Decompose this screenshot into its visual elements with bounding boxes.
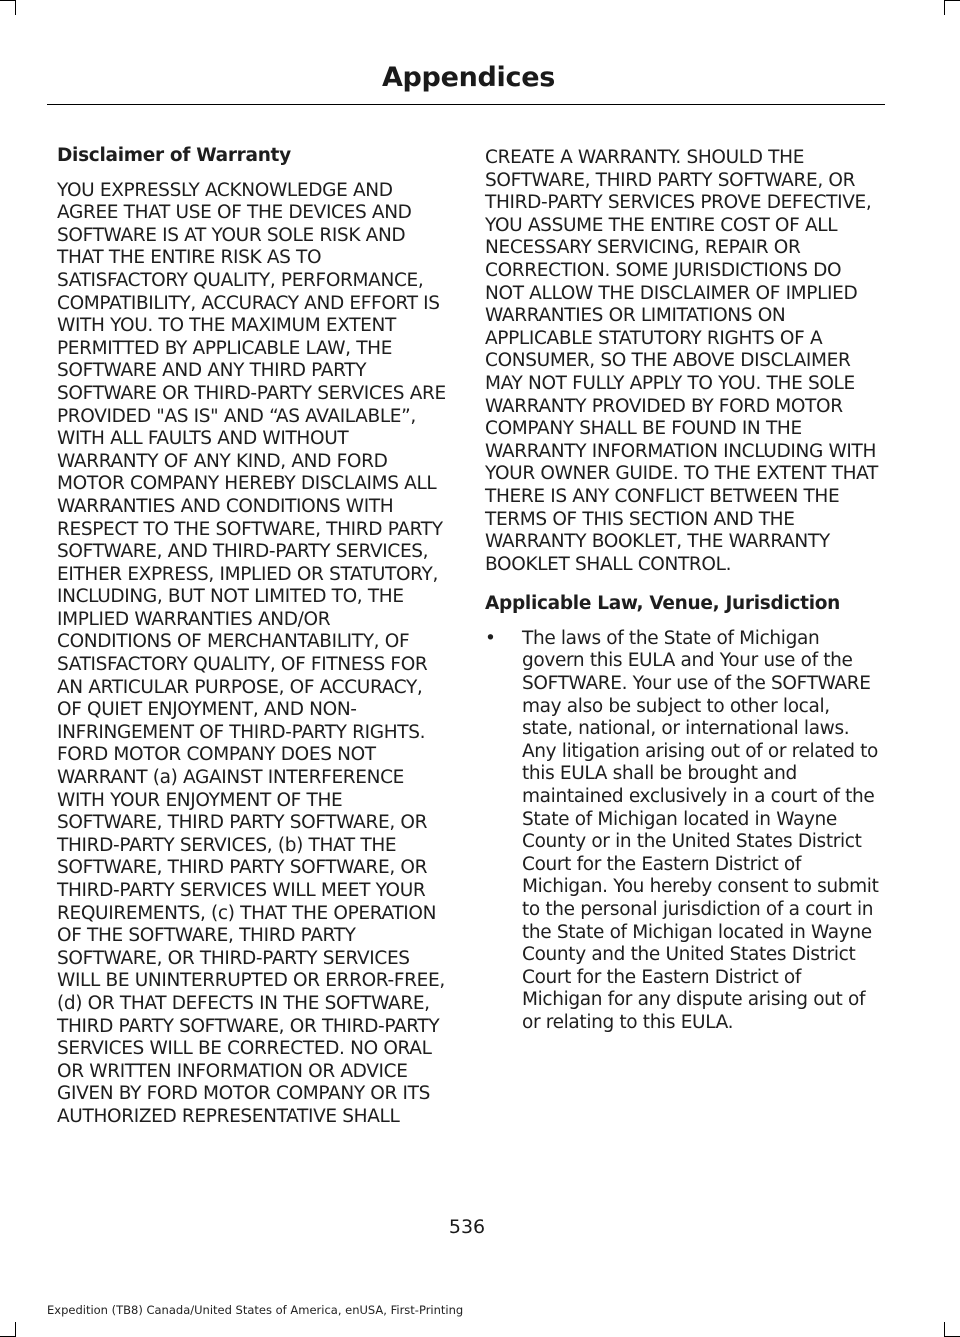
list-item [485, 628, 882, 1035]
crop-mark-top-left-vertical [15, 0, 16, 15]
bullet-icon: • [485, 627, 496, 649]
left-column [57, 145, 449, 1129]
disclaimer-continuation: CREATE A WARRANTY. SHOULD THE SOFTWARE, THIRD PARTY SOFTWARE, OR THIRD-PARTY SERVICES PROVE DEFECTIVE, YOU ASSUME THE ENTIRE COST OF ALL NECESSARY SERVICING, REPAIR OR CORRECTION. SOME JURISDICTIONS DO NOT ALLOW THE DISCLAIMER OF IMPLIED WARRANTIES OR LIMITATIONS ON APPLICABLE STATUTORY RIGHTS OF A CONSUMER, SO THE ABOVE DISCLAIMER MAY NOT FULLY APPLY TO YOU. THE SOLE WARRANTY PROVIDED BY FORD MOTOR COMPANY SHALL BE FOUND IN THE WARRANTY INFORMATION INCLUDING WITH YOUR OWNER GUIDE. TO THE EXTENT THAT THERE IS ANY CONFLICT BETWEEN THE TERMS OF THIS SECTION AND THE WARRANTY BOOKLET, THE WARRANTY BOOKLET SHALL CONTROL. [485, 147, 878, 575]
crop-mark-bottom-right-vertical [944, 1322, 945, 1337]
right-column [485, 147, 882, 1035]
page-number: 536 [448, 1216, 486, 1238]
crop-mark-bottom-left-vertical [15, 1322, 16, 1337]
section-heading-disclaimer: Disclaimer of Warranty [57, 145, 291, 166]
crop-mark-top-right [945, 0, 960, 1]
header-rule [47, 104, 885, 105]
page-header-title: Appendices [381, 62, 555, 93]
crop-mark-top-left [0, 0, 15, 1]
list-item-text: The laws of the State of Michigan govern this EULA and Your use of the SOFTWARE. Your use of the SOFTWARE may also be subject to other local, state, national, or international laws. Any litigation arising out of or related to this EULA shall be brought and maintained exclusively in a court of the State of Michigan located in Wayne County or in the United States District Court for the Eastern District of Michigan. You hereby consent to submit to the personal jurisdiction of a court in the State of Michigan located in Wayne County and the United States District Court for the Eastern District of Michigan for any dispute arising out of or relating to this EULA. [522, 627, 879, 1033]
footer-text: Expedition (TB8) Canada/United States of America, enUSA, First-Printing [47, 1303, 464, 1317]
section-heading-applicable-law: Applicable Law, Venue, Jurisdiction [485, 593, 841, 615]
disclaimer-body: YOU EXPRESSLY ACKNOWLEDGE AND AGREE THAT USE OF THE DEVICES AND SOFTWARE IS AT YOUR SOLE RISK AND THAT THE ENTIRE RISK AS TO SATISFACTORY QUALITY, PERFORMANCE, COMPATIBILITY, ACCURACY AND EFFORT IS WITH YOU. TO THE MAXIMUM EXTENT PERMITTED BY APPLICABLE LAW, THE SOFTWARE AND ANY THIRD PARTY SOFTWARE OR THIRD-PARTY SERVICES ARE PROVIDED "AS IS" AND “AS AVAILABLE”, WITH ALL FAULTS AND WITHOUT WARRANTY OF ANY KIND, AND FORD MOTOR COMPANY HEREBY DISCLAIMS ALL WARRANTIES AND CONDITIONS WITH RESPECT TO THE SOFTWARE, THIRD PARTY SOFTWARE, AND THIRD-PARTY SERVICES, EITHER EXPRESS, IMPLIED OR STATUTORY, INCLUDING, BUT NOT LIMITED TO, THE IMPLIED WARRANTIES AND/OR CONDITIONS OF MERCHANTABILITY, OF SATISFACTORY QUALITY, OF FITNESS FOR AN ARTICULAR PURPOSE, OF ACCURACY, OF QUIET ENJOYMENT, AND NON-INFRINGEMENT OF THIRD-PARTY RIGHTS. FORD MOTOR COMPANY DOES NOT WARRANT (a) AGAINST INTERFERENCE WITH YOUR ENJOYMENT OF THE SOFTWARE, THIRD PARTY SOFTWARE, OR THIRD-PARTY SERVICES, (b) THAT THE SOFTWARE, THIRD PARTY SOFTWARE, OR THIRD-PARTY SERVICES WILL MEET YOUR REQUIREMENTS, (c) THAT THE OPERATION OF THE SOFTWARE, THIRD PARTY SOFTWARE, OR THIRD-PARTY SERVICES WILL BE UNINTERRUPTED OR ERROR-FREE, (d) OR THAT DEFECTS IN THE SOFTWARE, THIRD PARTY SOFTWARE, OR THIRD-PARTY SERVICES WILL BE CORRECTED. NO ORAL OR WRITTEN INFORMATION OR ADVICE GIVEN BY FORD MOTOR COMPANY OR ITS AUTHORIZED REPRESENTATIVE SHALL [57, 179, 446, 1127]
crop-mark-top-right-vertical [944, 0, 945, 15]
